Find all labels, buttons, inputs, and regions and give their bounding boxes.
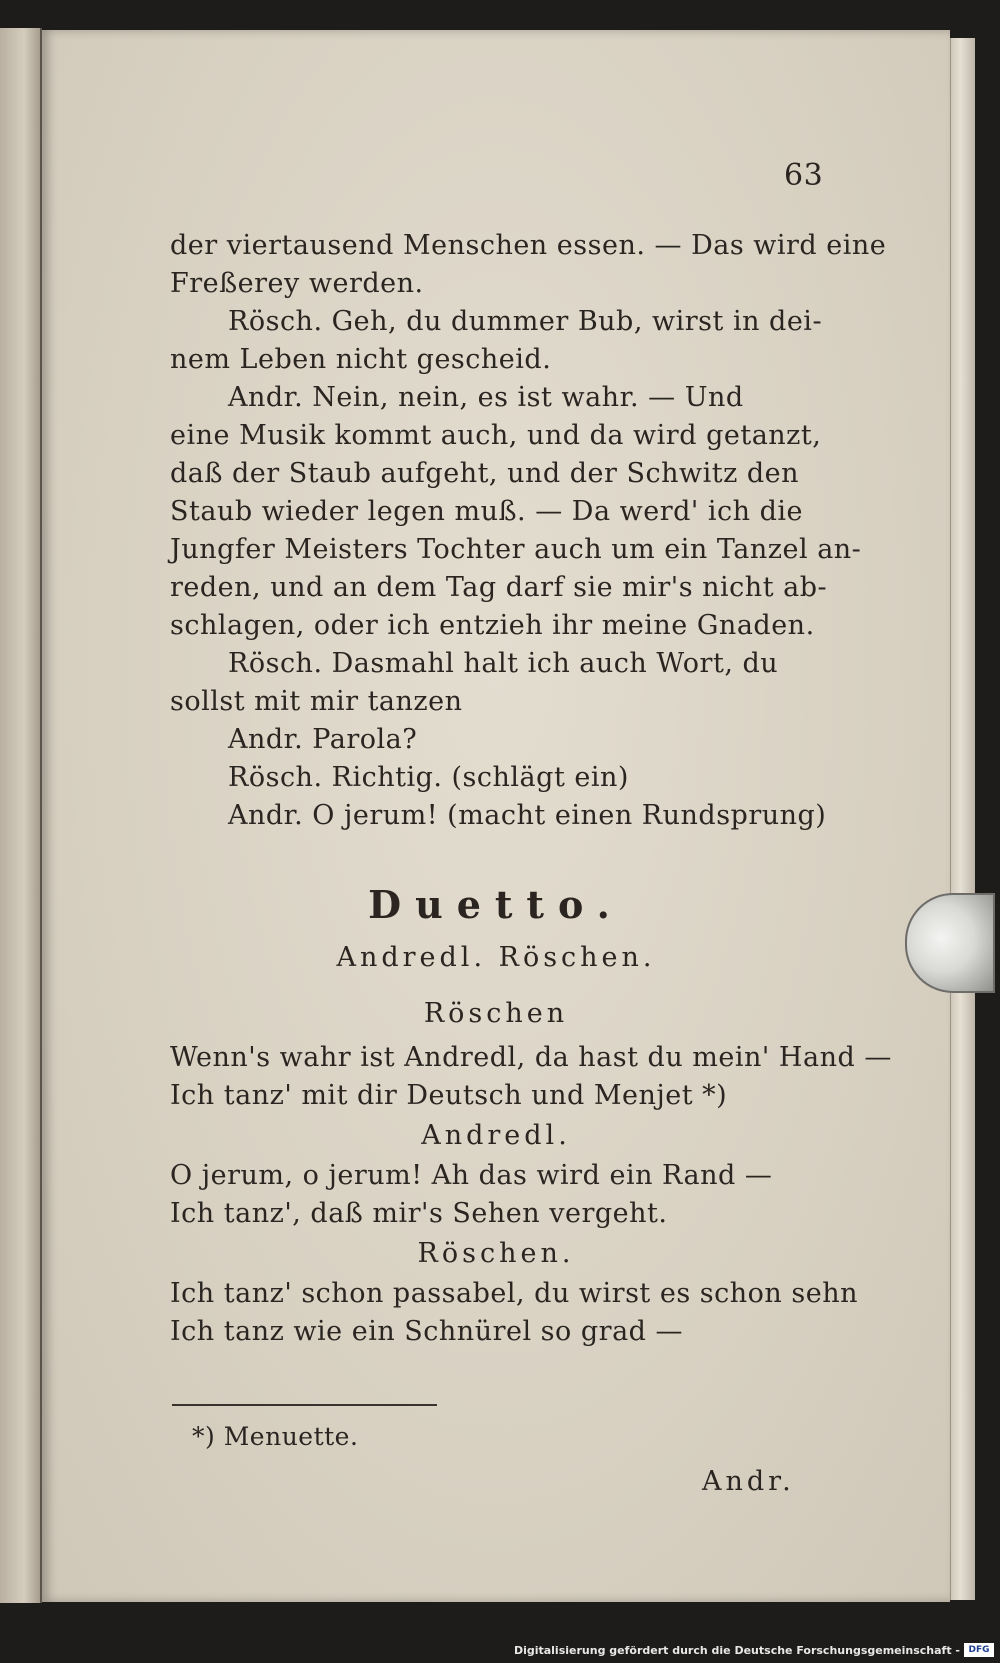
page-stack-edge [950, 38, 975, 1600]
text-line: Rösch. Richtig. (schlägt ein) [228, 762, 629, 793]
text-line: daß der Staub aufgeht, und der Schwitz den [170, 458, 800, 489]
facing-page-edge [0, 28, 42, 1603]
dfg-logo: DFG [964, 1643, 994, 1657]
verse-line: Ich tanz' mit dir Deutsch und Menjet *) [170, 1080, 728, 1111]
text-line: eine Musik kommt auch, und da wird getanzt, [170, 420, 822, 451]
catchword: Andr. [702, 1466, 795, 1497]
page-clip [905, 893, 995, 993]
text-line: Rösch. Geh, du dummer Bub, wirst in dei- [228, 306, 823, 337]
text-line: der viertausend Menschen essen. — Das wird eine [170, 230, 887, 261]
section-heading: Duetto. [368, 882, 624, 927]
text-line: Jungfer Meisters Tochter auch um ein Tanzel an- [170, 534, 862, 565]
speaker-label: Röschen [423, 998, 569, 1029]
verse-line: O jerum, o jerum! Ah das wird ein Rand — [170, 1160, 773, 1191]
text-line: schlagen, oder ich entzieh ihr meine Gnaden. [170, 610, 815, 641]
speaker-label: Röschen. [417, 1238, 575, 1269]
text-line: reden, und an dem Tag darf sie mir's nicht ab- [170, 572, 828, 603]
footnote: *) Menuette. [192, 1422, 359, 1451]
page-number: 63 [784, 158, 824, 193]
text-line: Freßerey werden. [170, 268, 424, 299]
footnote-divider [172, 1404, 437, 1406]
text-line: Andr. Nein, nein, es ist wahr. — Und [228, 382, 744, 413]
text-line: Rösch. Dasmahl halt ich auch Wort, du [228, 648, 779, 679]
text-line: Andr. O jerum! (macht einen Rundsprung) [228, 800, 827, 831]
verse-line: Wenn's wahr ist Andredl, da hast du mein' Hand — [170, 1042, 892, 1073]
speaker-label: Andredl. [421, 1120, 571, 1151]
digitization-credit: Digitalisierung gefördert durch die Deutsche Forschungsgemeinschaft - [513, 1644, 960, 1657]
verse-line: Ich tanz' schon passabel, du wirst es schon sehn [170, 1278, 858, 1309]
text-line: nem Leben nicht gescheid. [170, 344, 552, 375]
verse-line: Ich tanz', daß mir's Sehen vergeht. [170, 1198, 668, 1229]
text-line: sollst mit mir tanzen [170, 686, 463, 717]
text-line: Andr. Parola? [228, 724, 418, 755]
verse-line: Ich tanz wie ein Schnürel so grad — [170, 1316, 684, 1347]
section-subheading: Andredl. Röschen. [336, 942, 656, 973]
text-line: Staub wieder legen muß. — Da werd' ich die [170, 496, 804, 527]
book-page [42, 30, 950, 1602]
